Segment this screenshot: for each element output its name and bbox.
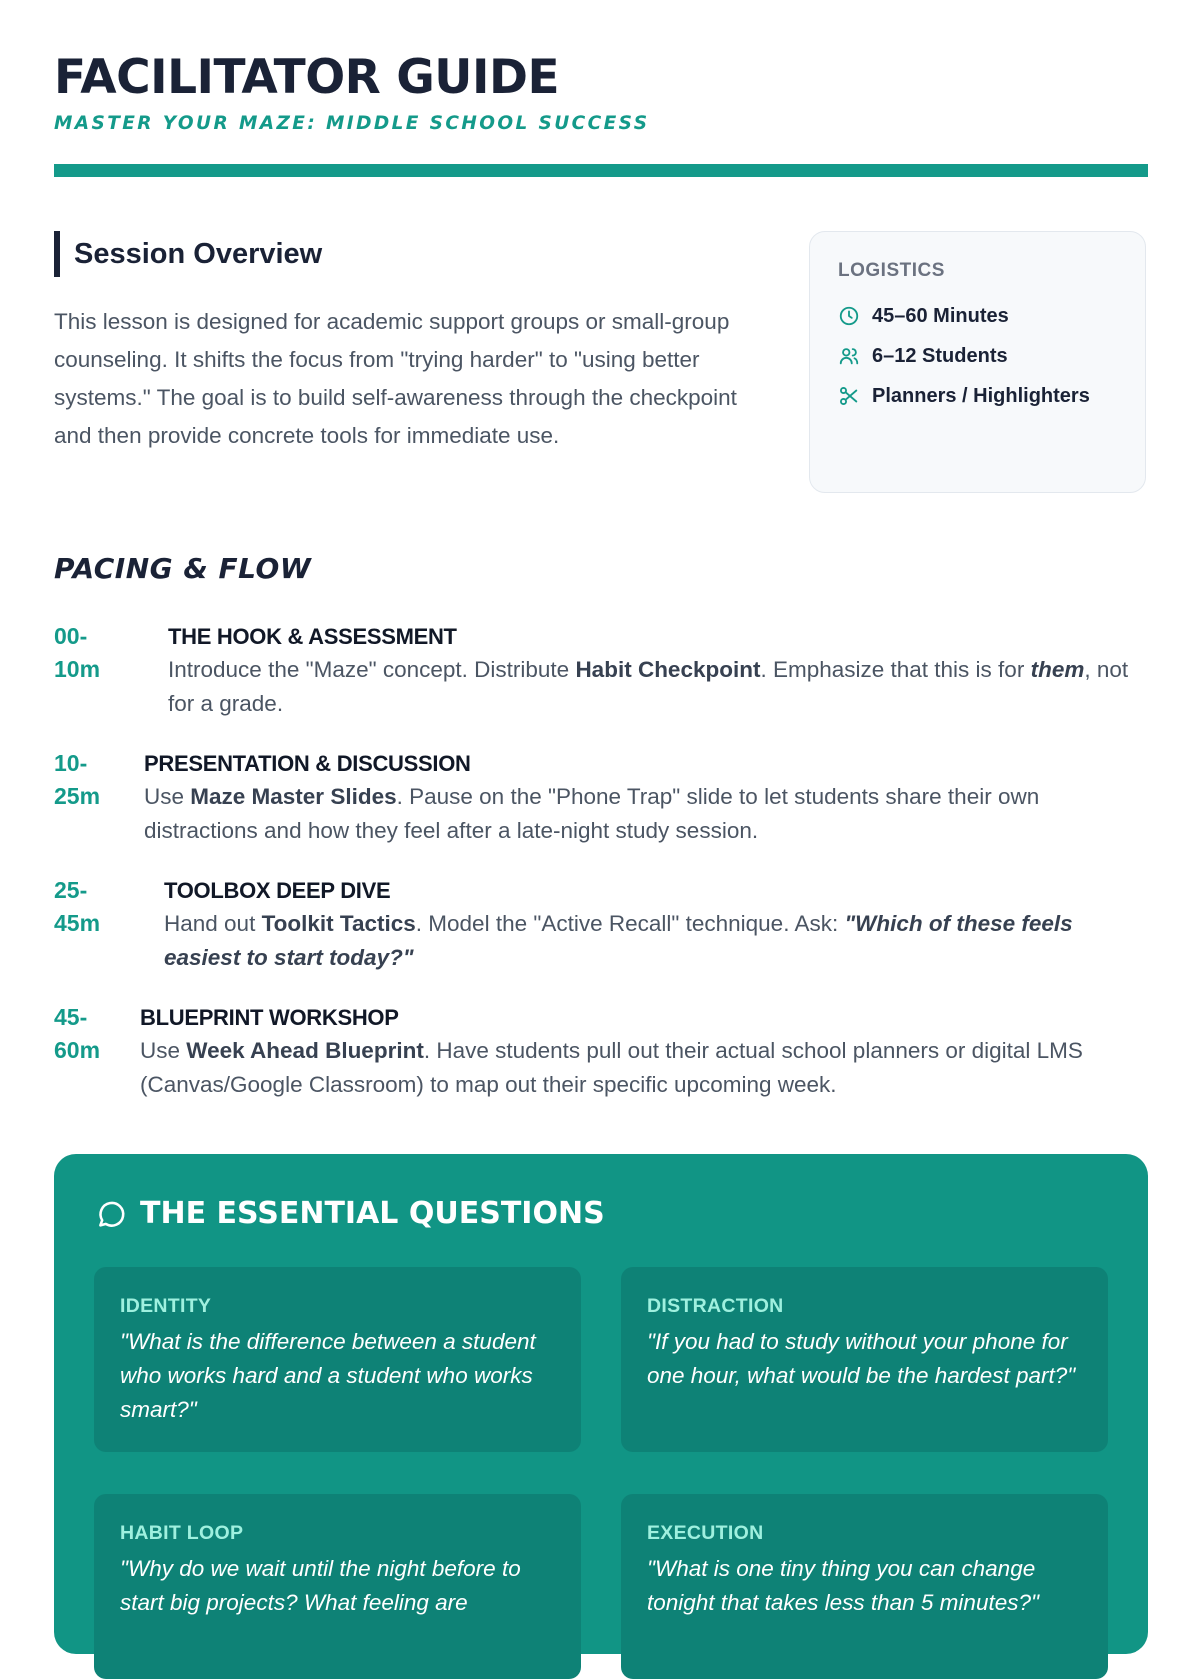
question-card-identity	[94, 1267, 581, 1452]
essential-questions-title: THE ESSENTIAL QUESTIONS	[140, 1196, 605, 1231]
time-start: 10-	[54, 750, 88, 776]
time-end: 10m	[54, 656, 101, 682]
pacing-step-title: BLUEPRINT WORKSHOP	[140, 1005, 399, 1030]
question-card-label: EXECUTION	[647, 1522, 764, 1544]
pacing-step-time	[54, 620, 100, 686]
question-card-text: "What is the difference between a student who works hard and a student who works smart?"	[120, 1329, 536, 1422]
pacing-step-time	[54, 1001, 100, 1067]
logistics-card	[809, 231, 1146, 493]
time-end: 60m	[54, 1037, 101, 1063]
pacing-step-title: PRESENTATION & DISCUSSION	[144, 751, 471, 776]
scissors-icon	[838, 385, 860, 407]
time-start: 45-	[54, 1004, 88, 1030]
page-title: FACILITATOR GUIDE	[54, 50, 560, 105]
pacing-step-description: Use Maze Master Slides. Pause on the "Phone Trap" slide to let students share their own distractions and how they feel after a late-night study session.	[144, 784, 1040, 843]
chat-bubble-icon	[94, 1197, 128, 1231]
logistics-item-group-size	[838, 336, 1117, 376]
question-card-execution	[621, 1494, 1108, 1679]
users-icon	[838, 345, 860, 367]
pacing-step-description: Use Week Ahead Blueprint. Have students pull out their actual school planners or digital LMS (Canvas/Google Classroom) to map out their specific upcoming week.	[140, 1038, 1083, 1097]
logistics-item-text: 6–12 Students	[872, 344, 1008, 367]
clock-icon	[838, 305, 860, 327]
question-card-label: HABIT LOOP	[120, 1522, 244, 1544]
pacing-step-body	[144, 747, 1148, 847]
question-card-text: "Why do we wait until the night before to start big projects? What feeling are	[120, 1556, 521, 1615]
time-start: 00-	[54, 623, 88, 649]
question-card-text: "If you had to study without your phone for one hour, what would be the hardest part?"	[647, 1329, 1076, 1388]
logistics-item-text: 45–60 Minutes	[872, 304, 1009, 327]
question-card-distraction	[621, 1267, 1108, 1452]
session-overview-heading: Session Overview	[54, 231, 322, 277]
pacing-step-time	[54, 747, 100, 813]
logistics-item-text: Planners / Highlighters	[872, 384, 1090, 407]
pacing-heading: PACING & FLOW	[54, 552, 312, 585]
pacing-step-body	[140, 1001, 1148, 1101]
pacing-step-title: THE HOOK & ASSESSMENT	[168, 624, 457, 649]
pacing-step-time	[54, 874, 100, 940]
question-card-text: "What is one tiny thing you can change tonight that takes less than 5 minutes?"	[647, 1556, 1039, 1615]
time-end: 25m	[54, 783, 101, 809]
essential-questions-panel	[54, 1154, 1148, 1654]
pacing-step-description: Introduce the "Maze" concept. Distribute Habit Checkpoint. Emphasize that this is for them, not for a grade.	[168, 657, 1129, 716]
logistics-item-duration	[838, 296, 1117, 336]
time-start: 25-	[54, 877, 88, 903]
page-subtitle: MASTER YOUR MAZE: MIDDLE SCHOOL SUCCESS	[54, 113, 650, 134]
pacing-step-title: TOOLBOX DEEP DIVE	[164, 878, 391, 903]
essential-questions-heading	[94, 1196, 605, 1231]
logistics-item-materials	[838, 376, 1117, 416]
pacing-step-body	[164, 874, 1148, 974]
logistics-label: LOGISTICS	[838, 260, 945, 281]
pacing-step-description: Hand out Toolkit Tactics. Model the "Active Recall" technique. Ask: "Which of these feels easiest to start today?"	[164, 911, 1073, 970]
session-overview-text: This lesson is designed for academic support groups or small-group counseling. It shifts the focus from "trying harder" to "using better systems." The goal is to build self-awareness through the checkpoint and then provide concrete tools for immediate use.	[54, 309, 737, 448]
time-end: 45m	[54, 910, 101, 936]
question-card-habit-loop	[94, 1494, 581, 1679]
pacing-step-body	[168, 620, 1148, 720]
question-card-label: IDENTITY	[120, 1295, 212, 1317]
question-card-label: DISTRACTION	[647, 1295, 784, 1317]
header-divider	[54, 164, 1148, 177]
